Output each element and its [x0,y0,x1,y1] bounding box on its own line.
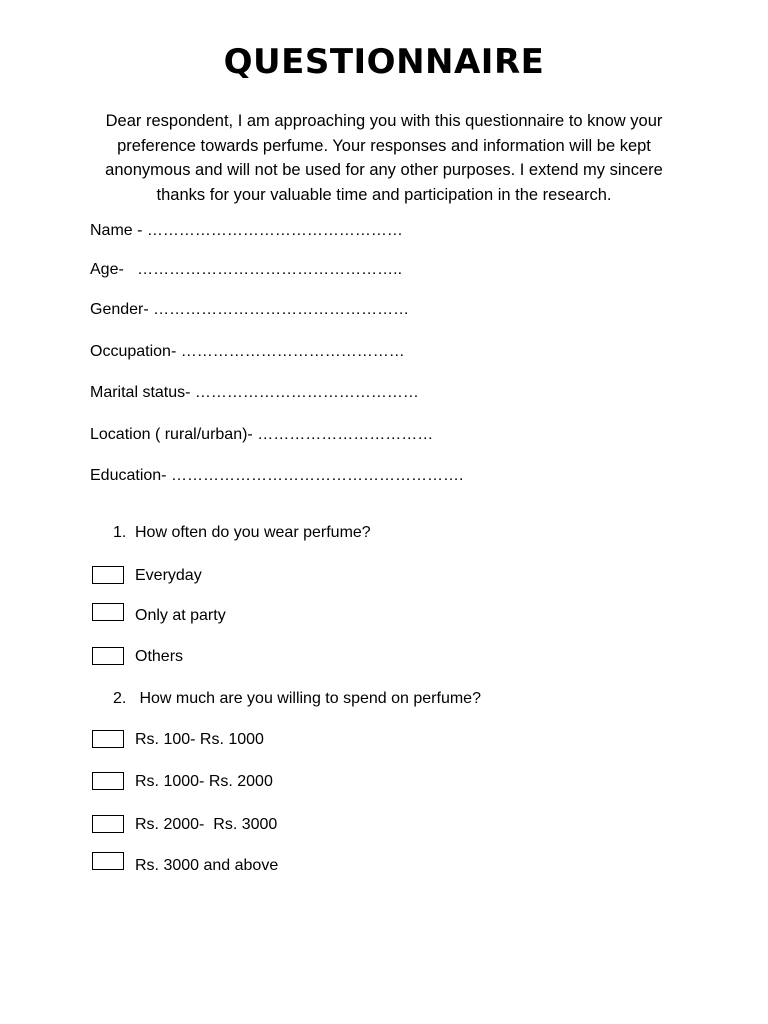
field-label: Name - [90,222,147,239]
question-text: How often do you wear perfume? [135,524,371,541]
field-label: Age- [90,261,138,278]
checkbox[interactable] [92,647,124,665]
name-field[interactable] [90,222,403,240]
field-blank[interactable]: …………………………………… [194,384,419,401]
option-label: Rs. 1000- Rs. 2000 [135,773,273,790]
field-label: Occupation- [90,343,181,360]
field-label: Location ( rural/urban)- [90,426,258,443]
page-title: QUESTIONNAIRE [223,42,545,82]
field-label: Marital status- [90,384,195,401]
option-label: Others [135,648,184,665]
field-blank[interactable]: ………………………………………………. [170,467,464,484]
occupation-field[interactable] [90,343,405,361]
field-blank[interactable]: …………………………… [257,426,434,443]
field-blank[interactable]: ………………………………………….. [137,261,403,278]
checkbox[interactable] [92,603,124,621]
age-field[interactable] [90,261,402,279]
field-label: Education- [90,467,171,484]
option-label: Everyday [135,567,202,584]
option-label: Rs. 2000- Rs. 3000 [135,816,278,833]
checkbox[interactable] [92,772,124,790]
checkbox[interactable] [92,730,124,748]
question-text: How much are you willing to spend on perfume? [135,690,481,707]
intro-paragraph: Dear respondent, I am approaching you with this questionnaire to know your preference towards perfume. Your responses and information will be kept anonymous and will not be used for any other purposes. I extend my sincere thanks for your valuable time and participation in the research. [105,112,663,204]
question-number: 1. [113,524,127,541]
field-blank[interactable]: ………………………………………… [153,301,410,318]
checkbox[interactable] [92,815,124,833]
option-label: Only at party [135,607,226,624]
gender-field[interactable] [90,301,409,319]
option-label: Rs. 100- Rs. 1000 [135,731,264,748]
question-number: 2. [113,690,127,707]
marital-status-field[interactable] [90,384,419,402]
field-label: Gender- [90,301,154,318]
field-blank[interactable]: ………………………………………… [146,222,403,239]
field-blank[interactable]: …………………………………… [180,343,405,360]
education-field[interactable] [90,467,463,485]
option-label: Rs. 3000 and above [135,857,279,874]
checkbox[interactable] [92,566,124,584]
checkbox[interactable] [92,852,124,870]
question-2 [113,690,481,708]
location-field[interactable] [90,426,433,444]
question-1 [113,524,371,542]
